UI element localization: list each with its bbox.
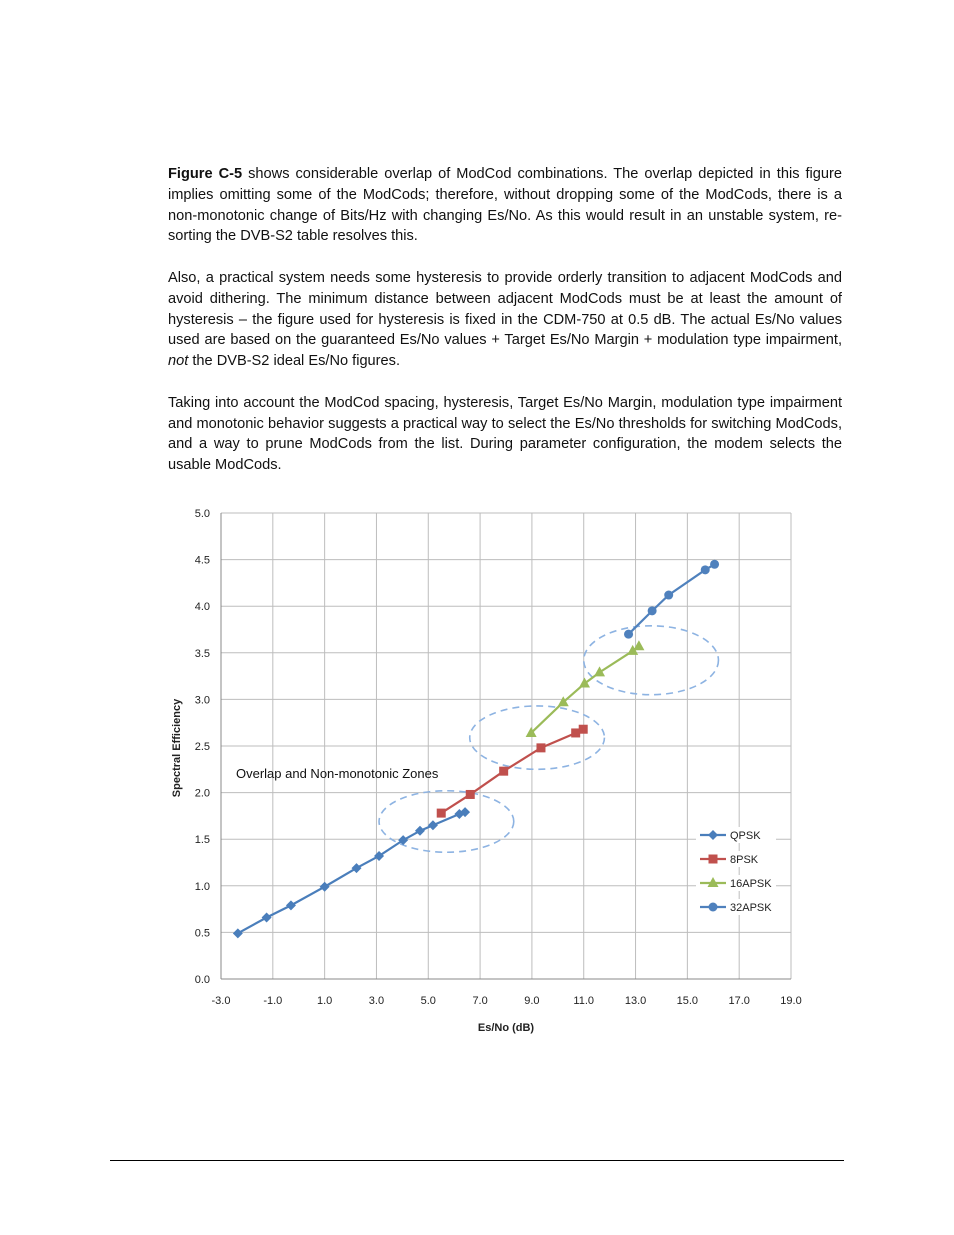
- text-segment: shows considerable overlap of ModCod combinations. The overlap depicted in this figure implies omitting some of the ModCods; therefore, without dropping some of the ModCods, there is a non-monotonic change of Bits/Hz with changing Es/No. As this would result in an unstable system, re-sorting the DVB-S2 table resolves this.: [168, 166, 843, 245]
- x-tick-label: 5.0: [420, 995, 436, 1007]
- x-axis-label: Es/No (dB): [477, 1022, 535, 1034]
- x-tick-label: 7.0: [472, 995, 488, 1007]
- x-tick-label: -1.0: [263, 995, 283, 1007]
- 16apsk-data-point: [579, 678, 590, 688]
- 8psk-data-point: [579, 725, 588, 734]
- text-segment: Taking into account the ModCod spacing, hysteresis, Target Es/No Margin, modulation type impairment and monotonic behavior suggests a practical way to select the Es/No thresholds for switching ModCods, and a way to prune ModCods from the list. During parameter configuration, the modem selects the usable ModCods.: [168, 394, 842, 474]
- qpsk-data-point: [415, 826, 425, 836]
- overlap-zone-ellipse: [470, 706, 605, 769]
- legend-label: 16APSK: [730, 878, 772, 890]
- y-tick-label: 4.0: [194, 601, 210, 614]
- x-tick-label: -3.0: [211, 995, 231, 1007]
- text-segment: Figure C-5: [168, 166, 243, 182]
- x-tick-label: 19.0: [780, 995, 802, 1007]
- qpsk-data-point: [320, 882, 330, 892]
- y-tick-label: 1.0: [194, 880, 210, 893]
- qpsk-data-point: [286, 900, 296, 910]
- y-tick-label: 0.0: [194, 974, 210, 986]
- y-tick-label: 3.0: [194, 694, 210, 707]
- x-tick-label: 11.0: [573, 995, 595, 1007]
- legend-label: 32APSK: [730, 902, 772, 914]
- text-segment: the DVB-S2 ideal Es/No figures.: [188, 353, 401, 370]
- 32apsk-data-point: [710, 560, 719, 569]
- paragraph-3: [168, 393, 842, 476]
- 16apsk-series-line: [531, 646, 639, 733]
- y-tick-label: 5.0: [194, 508, 210, 520]
- x-tick-label: 17.0: [728, 995, 750, 1007]
- qpsk-data-point: [233, 928, 243, 938]
- spectral-efficiency-chart: [160, 500, 820, 1045]
- 32apsk-series-line: [629, 564, 715, 634]
- 32apsk-data-point: [701, 565, 710, 574]
- text-segment: not: [168, 353, 189, 370]
- 8psk-series-line: [441, 729, 583, 813]
- qpsk-series-line: [238, 812, 465, 933]
- y-tick-label: 3.5: [194, 647, 210, 660]
- qpsk-data-point: [352, 863, 362, 873]
- qpsk-data-point: [428, 820, 438, 830]
- y-tick-label: 0.5: [194, 927, 210, 940]
- legend-label: 8PSK: [730, 854, 759, 866]
- text-segment: Also, a practical system needs some hysteresis to provide orderly transition to adjacent ModCods and avoid dithering. The minimum distance between adjacent ModCods must be at least the amount of hysteresis – the figure used for hysteresis is fixed in the CDM-750 at 0.5 dB. The actual Es/No values used are based on the guaranteed Es/No values + Target Es/No Margin + modulation type impairment,: [168, 269, 842, 349]
- legend-label: QPSK: [730, 830, 761, 842]
- 8psk-data-point: [536, 743, 545, 752]
- x-tick-label: 3.0: [368, 995, 385, 1007]
- y-tick-label: 2.0: [194, 787, 210, 800]
- overlap-zone-ellipse: [584, 626, 719, 695]
- 16apsk-data-point: [594, 666, 605, 676]
- x-tick-label: 13.0: [624, 995, 647, 1007]
- 8psk-data-point: [466, 790, 475, 799]
- legend-marker: [709, 903, 718, 912]
- x-tick-label: 1.0: [316, 995, 333, 1007]
- x-tick-label: 15.0: [676, 995, 699, 1007]
- paragraph-2: [168, 268, 842, 372]
- footer-rule: [110, 1160, 844, 1161]
- y-tick-label: 4.5: [194, 554, 210, 567]
- y-tick-label: 2.5: [194, 741, 210, 753]
- 8psk-data-point: [499, 767, 508, 776]
- 8psk-data-point: [437, 809, 446, 818]
- y-tick-label: 1.5: [194, 834, 210, 847]
- y-axis-label: Spectral Efficiency: [171, 698, 183, 798]
- 32apsk-data-point: [664, 591, 673, 600]
- qpsk-data-point: [262, 912, 272, 922]
- legend-marker: [709, 855, 718, 864]
- overlap-annotation: Overlap and Non-monotonic Zones: [236, 766, 439, 781]
- 32apsk-data-point: [648, 606, 657, 615]
- 32apsk-data-point: [624, 630, 633, 639]
- paragraph-1: [168, 164, 842, 247]
- body-text: [168, 164, 842, 497]
- x-tick-label: 9.0: [524, 995, 540, 1007]
